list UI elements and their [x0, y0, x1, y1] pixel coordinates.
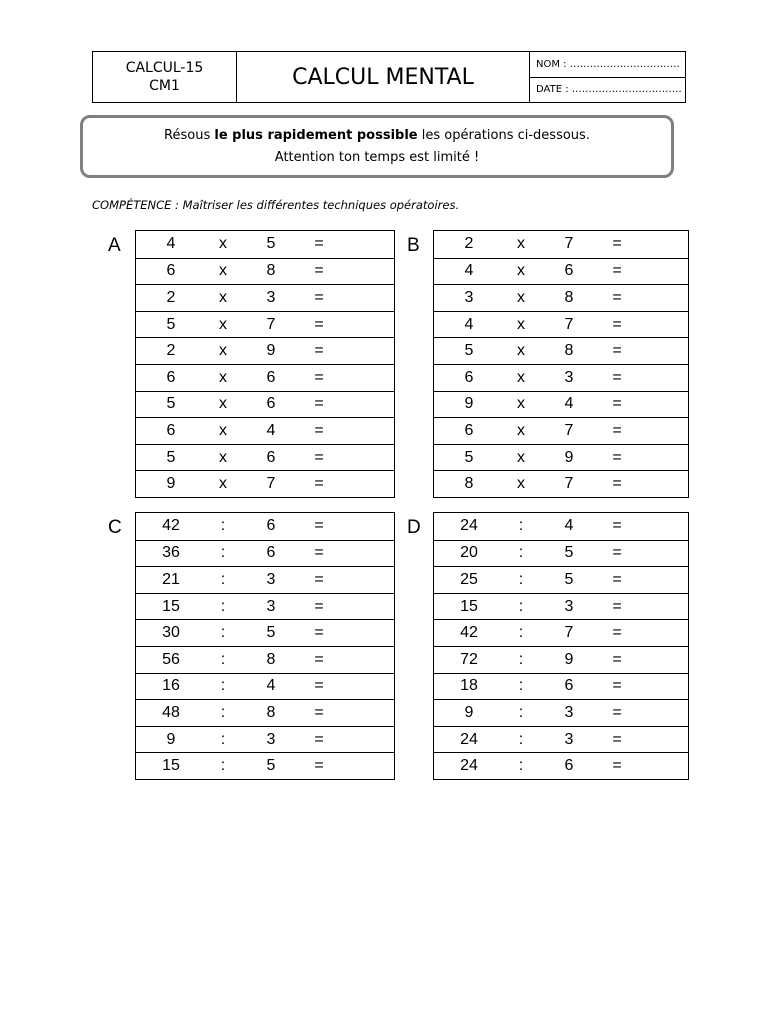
equals-sign: = [612, 421, 622, 439]
equals-sign: = [314, 262, 324, 280]
operand-a: 4 [166, 235, 176, 253]
exercise-row [136, 540, 394, 567]
operand-b: 5 [564, 544, 574, 562]
equals-sign: = [314, 703, 324, 721]
operand-a: 8 [464, 475, 474, 493]
operator: x [219, 448, 227, 466]
equals-sign: = [314, 421, 324, 439]
exercise-row [136, 337, 394, 364]
operand-b: 5 [564, 570, 574, 588]
equals-sign: = [314, 315, 324, 333]
operator: : [518, 650, 524, 668]
operand-a: 18 [460, 677, 478, 695]
exercise-row [136, 646, 394, 673]
equals-sign: = [612, 475, 622, 493]
operator: : [220, 597, 226, 615]
operator: : [518, 703, 524, 721]
equals-sign: = [612, 597, 622, 615]
operand-a: 72 [460, 650, 478, 668]
operand-a: 42 [460, 624, 478, 642]
student-fields [530, 52, 685, 102]
equals-sign: = [612, 730, 622, 748]
exercise-row [136, 699, 394, 726]
exercise-row [136, 417, 394, 444]
exercise-row [434, 337, 688, 364]
operand-b: 3 [266, 288, 276, 306]
instructions-line2: Attention ton temps est limité ! [274, 149, 480, 165]
equals-sign: = [314, 650, 324, 668]
operand-b: 6 [266, 448, 276, 466]
operator: x [219, 395, 227, 413]
operand-a: 6 [464, 421, 474, 439]
operand-a: 30 [162, 624, 180, 642]
operand-b: 3 [564, 368, 574, 386]
operand-a: 56 [162, 650, 180, 668]
operator: x [517, 368, 525, 386]
operand-a: 6 [166, 421, 176, 439]
equals-sign: = [314, 235, 324, 253]
operand-b: 6 [564, 677, 574, 695]
operator: : [518, 570, 524, 588]
operator: x [219, 315, 227, 333]
operand-a: 15 [460, 597, 478, 615]
operator: x [517, 475, 525, 493]
operand-a: 24 [460, 517, 478, 535]
exercise-row [136, 619, 394, 646]
equals-sign: = [314, 624, 324, 642]
operand-a: 6 [166, 262, 176, 280]
exercise-row [434, 752, 688, 779]
operand-a: 2 [166, 288, 176, 306]
exercise-table-d [433, 512, 689, 780]
operand-a: 9 [464, 395, 474, 413]
operand-a: 15 [162, 757, 180, 775]
exercise-row [434, 417, 688, 444]
exercise-row [136, 470, 394, 497]
exercise-row [434, 311, 688, 338]
operator: : [220, 677, 226, 695]
exercise-row [434, 364, 688, 391]
exercise-row [136, 284, 394, 311]
equals-sign: = [314, 288, 324, 306]
operator: : [220, 730, 226, 748]
operand-b: 8 [266, 703, 276, 721]
operator: x [219, 262, 227, 280]
equals-sign: = [612, 288, 622, 306]
equals-sign: = [612, 570, 622, 588]
operator: x [219, 368, 227, 386]
operator: : [220, 703, 226, 721]
operand-b: 6 [266, 544, 276, 562]
operand-b: 4 [564, 395, 574, 413]
instructions-bold: le plus rapidement possible [214, 127, 418, 143]
operand-a: 5 [166, 395, 176, 413]
operand-b: 3 [564, 703, 574, 721]
equals-sign: = [612, 448, 622, 466]
operator: x [517, 235, 525, 253]
exercise-row [434, 673, 688, 700]
operand-b: 6 [266, 517, 276, 535]
equals-sign: = [314, 342, 324, 360]
operand-a: 2 [464, 235, 474, 253]
operand-a: 20 [460, 544, 478, 562]
operand-b: 3 [266, 597, 276, 615]
operand-a: 4 [464, 315, 474, 333]
operand-a: 2 [166, 342, 176, 360]
operator: : [518, 757, 524, 775]
equals-sign: = [612, 395, 622, 413]
operand-a: 21 [162, 570, 180, 588]
operand-a: 9 [166, 475, 176, 493]
operator: x [219, 421, 227, 439]
equals-sign: = [612, 315, 622, 333]
instructions-line1 [164, 125, 590, 147]
operator: x [517, 315, 525, 333]
operand-a: 16 [162, 677, 180, 695]
operand-b: 7 [564, 475, 574, 493]
equals-sign: = [612, 342, 622, 360]
operand-b: 3 [266, 730, 276, 748]
operand-b: 9 [564, 448, 574, 466]
operand-a: 9 [464, 703, 474, 721]
equals-sign: = [314, 448, 324, 466]
operator: : [220, 544, 226, 562]
operand-b: 5 [266, 235, 276, 253]
equals-sign: = [612, 650, 622, 668]
equals-sign: = [314, 475, 324, 493]
exercise-row [434, 513, 688, 540]
exercise-row [434, 540, 688, 567]
exercise-row [434, 284, 688, 311]
equals-sign: = [314, 570, 324, 588]
operand-b: 3 [564, 597, 574, 615]
exercise-table-b [433, 230, 689, 498]
operator: x [219, 342, 227, 360]
operand-b: 6 [564, 262, 574, 280]
operand-b: 4 [564, 517, 574, 535]
header-table [92, 51, 686, 103]
equals-sign: = [314, 730, 324, 748]
exercise-row [434, 726, 688, 753]
operand-b: 5 [266, 624, 276, 642]
block-letter-c: C [108, 517, 122, 538]
equals-sign: = [612, 368, 622, 386]
operand-a: 24 [460, 757, 478, 775]
operand-b: 7 [564, 624, 574, 642]
operand-b: 4 [266, 677, 276, 695]
operator: : [518, 544, 524, 562]
exercise-row [136, 391, 394, 418]
operand-b: 8 [266, 650, 276, 668]
operator: x [219, 475, 227, 493]
equals-sign: = [612, 235, 622, 253]
block-letter-d: D [407, 517, 421, 538]
operator: : [220, 570, 226, 588]
operand-a: 4 [464, 262, 474, 280]
exercise-row [434, 391, 688, 418]
instructions-pre: Résous [164, 127, 215, 143]
page-title: CALCUL MENTAL [237, 52, 530, 102]
operator: x [219, 235, 227, 253]
instructions-post: les opérations ci-dessous. [417, 127, 590, 143]
exercise-table-c [135, 512, 395, 780]
exercise-row [136, 231, 394, 258]
exercise-row [136, 752, 394, 779]
operator: x [219, 288, 227, 306]
operator: : [220, 624, 226, 642]
equals-sign: = [612, 703, 622, 721]
worksheet-code-line1: CALCUL-15 [125, 60, 204, 76]
operator: : [518, 677, 524, 695]
exercise-row [136, 364, 394, 391]
operand-b: 9 [564, 650, 574, 668]
operator: : [518, 597, 524, 615]
exercise-row [434, 646, 688, 673]
operand-b: 7 [266, 315, 276, 333]
operator: : [518, 730, 524, 748]
operand-b: 9 [266, 342, 276, 360]
operand-a: 6 [464, 368, 474, 386]
exercise-row [434, 566, 688, 593]
operand-b: 8 [564, 288, 574, 306]
operand-b: 3 [564, 730, 574, 748]
operand-b: 7 [564, 315, 574, 333]
block-letter-b: B [407, 235, 420, 256]
operator: x [517, 342, 525, 360]
operand-b: 5 [266, 757, 276, 775]
exercise-row [434, 619, 688, 646]
operator: x [517, 262, 525, 280]
operand-a: 24 [460, 730, 478, 748]
operand-a: 25 [460, 570, 478, 588]
exercise-row [136, 258, 394, 285]
exercise-row [136, 726, 394, 753]
exercise-row [434, 444, 688, 471]
exercise-row [434, 699, 688, 726]
exercise-row [136, 311, 394, 338]
operand-a: 36 [162, 544, 180, 562]
operator: : [518, 517, 524, 535]
operand-b: 8 [564, 342, 574, 360]
operand-a: 6 [166, 368, 176, 386]
instructions-box [80, 115, 674, 178]
exercise-row [136, 673, 394, 700]
worksheet-level: CM1 [149, 78, 180, 94]
date-field: DATE : …………………………… [530, 77, 685, 103]
operator: : [220, 757, 226, 775]
exercise-row [434, 258, 688, 285]
operator: x [517, 395, 525, 413]
equals-sign: = [314, 677, 324, 695]
operator: x [517, 288, 525, 306]
nom-field: NOM : …………………………… [536, 58, 680, 70]
equals-sign: = [612, 544, 622, 562]
exercise-row [434, 470, 688, 497]
operator: : [518, 624, 524, 642]
equals-sign: = [314, 597, 324, 615]
equals-sign: = [314, 395, 324, 413]
block-letter-a: A [108, 235, 121, 256]
operator: x [517, 421, 525, 439]
exercise-row [434, 231, 688, 258]
operand-b: 3 [266, 570, 276, 588]
operand-a: 5 [166, 315, 176, 333]
equals-sign: = [314, 368, 324, 386]
operand-a: 5 [464, 448, 474, 466]
equals-sign: = [612, 757, 622, 775]
equals-sign: = [314, 544, 324, 562]
operand-a: 5 [464, 342, 474, 360]
exercise-table-a [135, 230, 395, 498]
operand-b: 7 [266, 475, 276, 493]
operand-b: 8 [266, 262, 276, 280]
operand-b: 6 [266, 395, 276, 413]
exercise-row [434, 593, 688, 620]
operator: : [220, 517, 226, 535]
equals-sign: = [612, 677, 622, 695]
equals-sign: = [314, 757, 324, 775]
exercise-row [136, 593, 394, 620]
operand-a: 48 [162, 703, 180, 721]
operand-b: 7 [564, 235, 574, 253]
equals-sign: = [612, 517, 622, 535]
operand-a: 15 [162, 597, 180, 615]
equals-sign: = [612, 624, 622, 642]
equals-sign: = [314, 517, 324, 535]
operand-a: 3 [464, 288, 474, 306]
exercise-row [136, 513, 394, 540]
operand-b: 6 [564, 757, 574, 775]
exercise-row [136, 444, 394, 471]
worksheet-code [93, 52, 237, 102]
operator: : [220, 650, 226, 668]
equals-sign: = [612, 262, 622, 280]
operand-a: 9 [166, 730, 176, 748]
exercise-row [136, 566, 394, 593]
operand-b: 6 [266, 368, 276, 386]
operand-b: 4 [266, 421, 276, 439]
competence-text: COMPÉTENCE : Maîtriser les différentes techniques opératoires. [92, 198, 460, 212]
operand-b: 7 [564, 421, 574, 439]
operand-a: 5 [166, 448, 176, 466]
operator: x [517, 448, 525, 466]
operand-a: 42 [162, 517, 180, 535]
